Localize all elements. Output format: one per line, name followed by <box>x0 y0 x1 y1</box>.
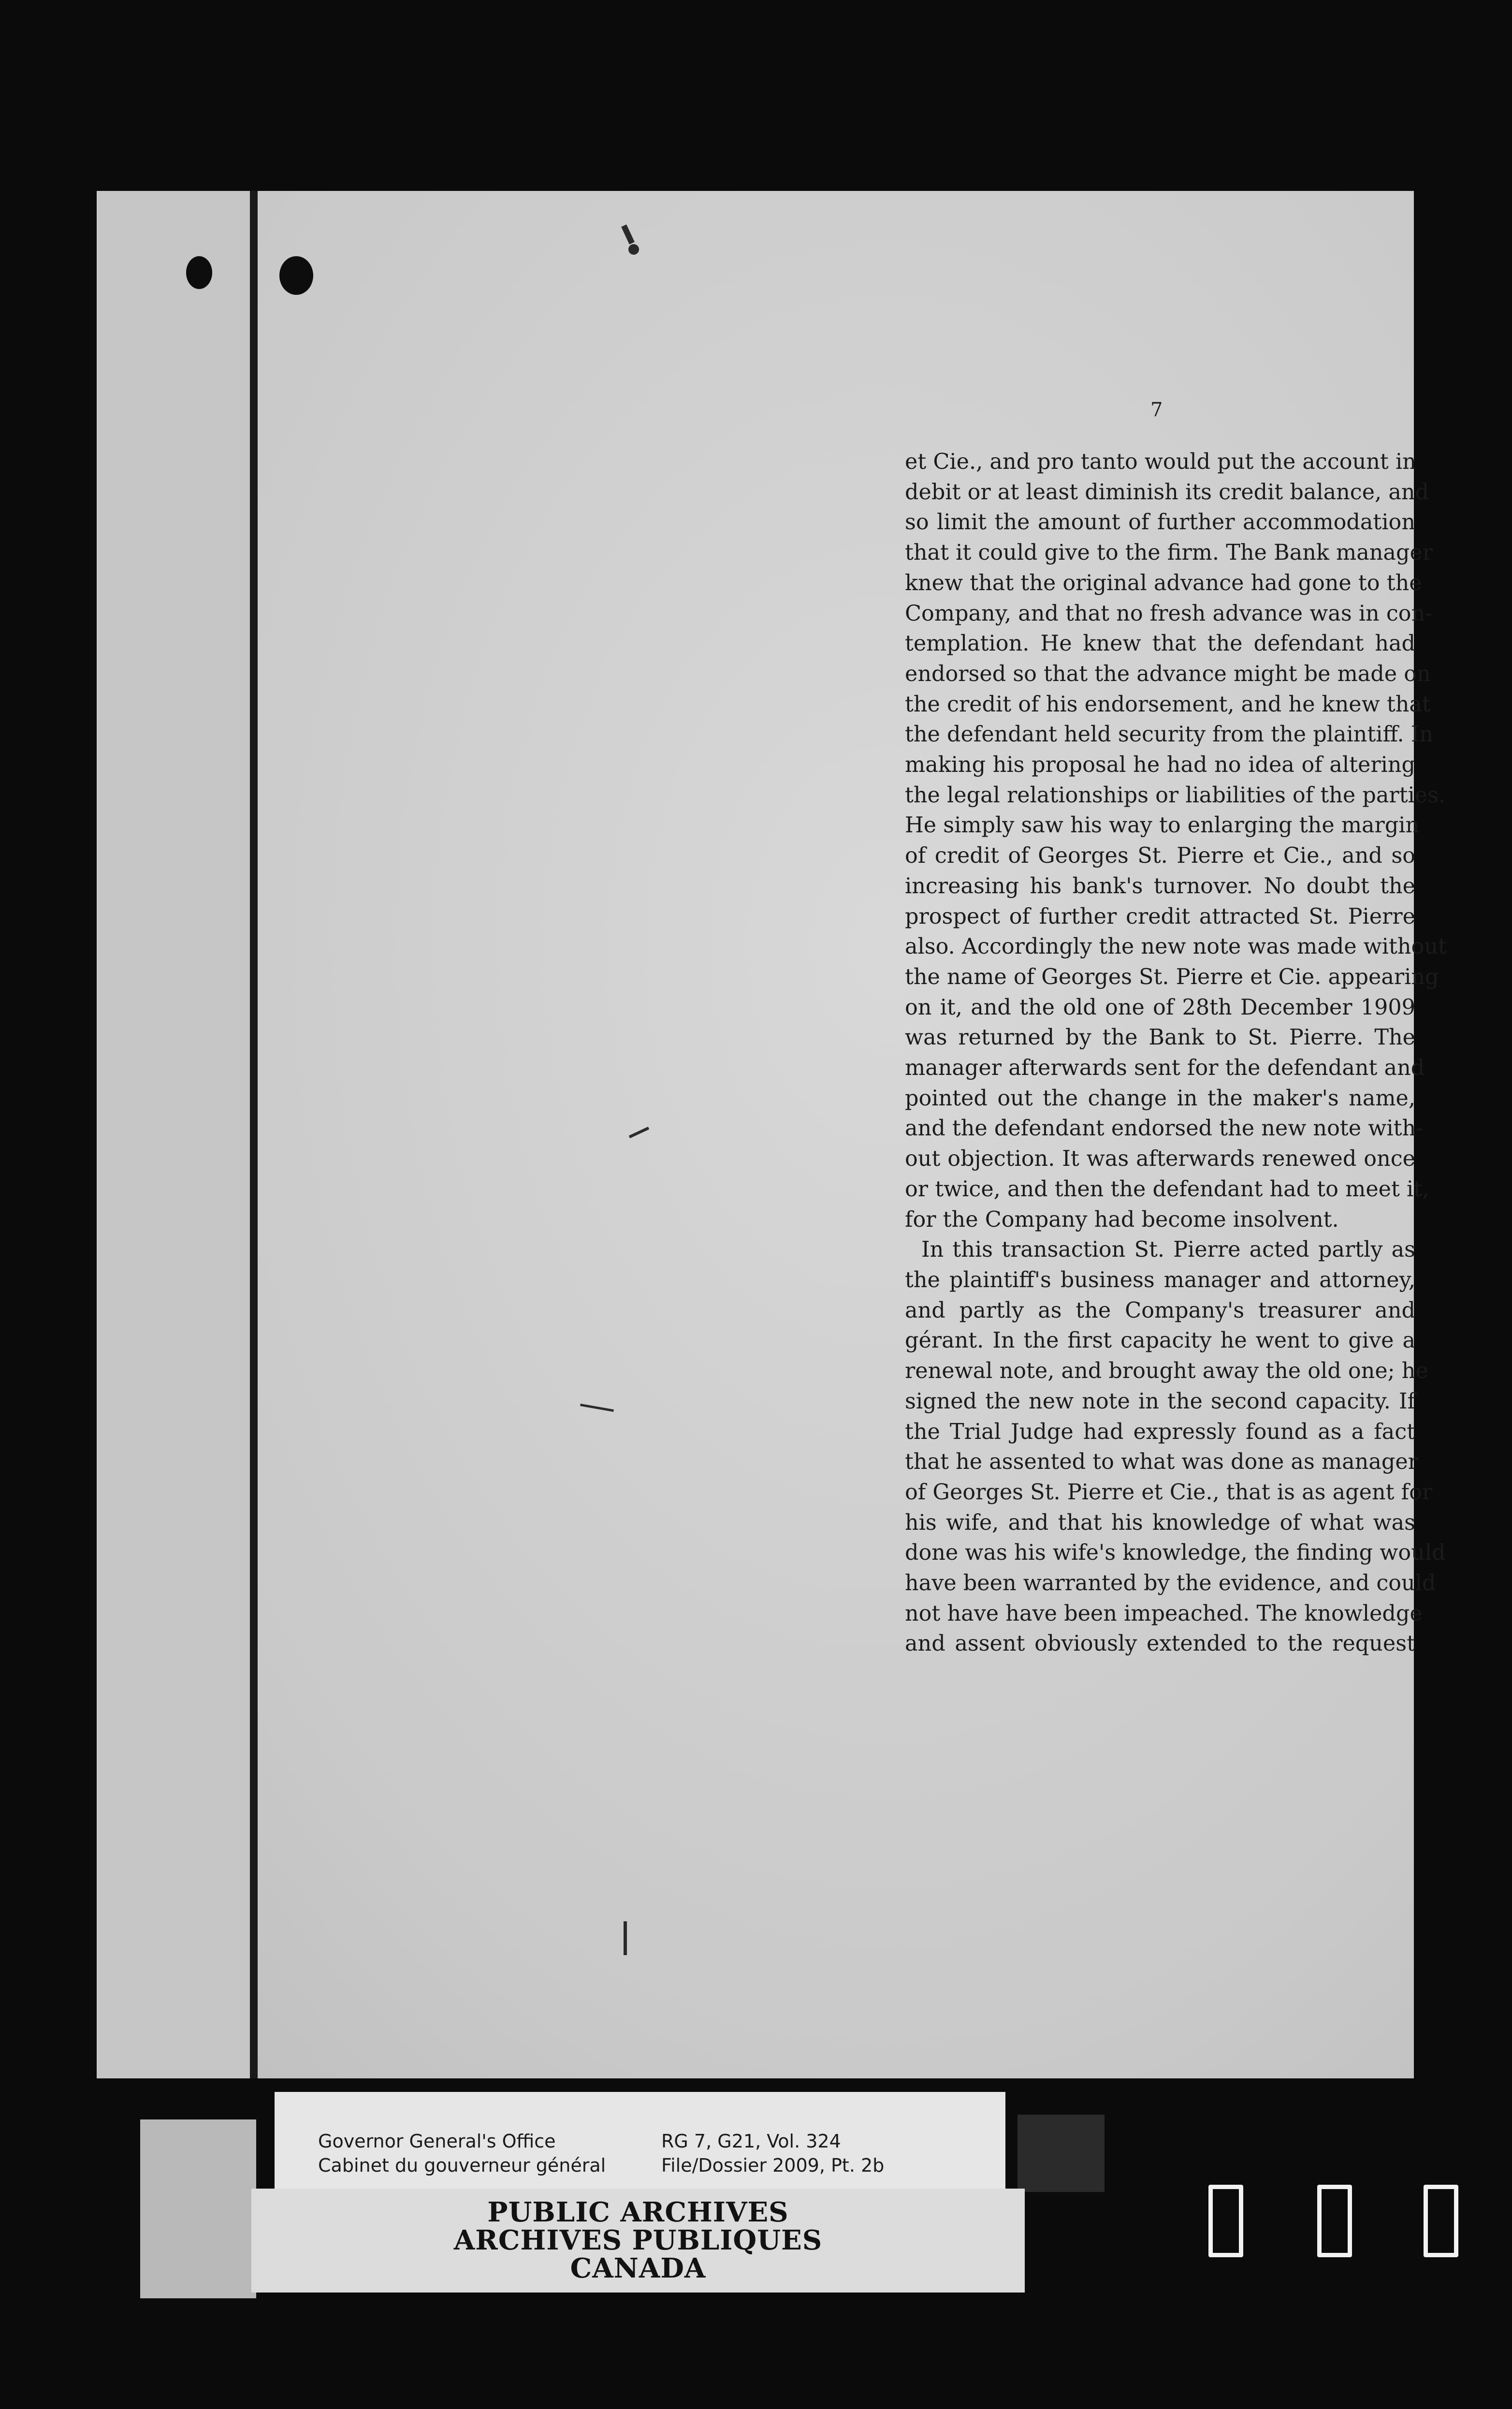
scan-mark <box>628 244 639 255</box>
text-line: pointed out the change in the maker's name, <box>905 1086 1415 1111</box>
text-line: the credit of his endorsement, and he knew that <box>905 692 1431 717</box>
office-name-english: Governor General's Office <box>318 2131 556 2152</box>
text-line: that he assented to what was done as manager <box>905 1450 1418 1475</box>
text-line: for the Company had become insolvent. <box>905 1207 1339 1232</box>
text-line: of Georges St. Pierre et Cie., that is as agent for <box>905 1480 1433 1505</box>
text-line: not have have been impeached. The knowledge <box>905 1601 1423 1626</box>
text-line: et Cie., and pro tanto would put the account in <box>905 450 1416 474</box>
text-line: out objection. It was afterwards renewed once <box>905 1146 1415 1172</box>
frame-counter-digit <box>1208 2185 1243 2257</box>
document-page <box>97 191 1447 2078</box>
text-line: increasing his bank's turnover. No doubt the <box>905 873 1415 899</box>
text-line: endorsed so that the advance might be made on <box>905 661 1431 686</box>
text-line: the Trial Judge had expressly found as a fact <box>905 1419 1415 1444</box>
body-text <box>905 447 1447 1659</box>
frame-counter-digit <box>1424 2185 1458 2257</box>
scan-mark <box>629 1127 649 1138</box>
film-edge-chip <box>1018 2115 1105 2192</box>
text-line: prospect of further credit attracted St. Pierre <box>905 904 1415 929</box>
text-line: that it could give to the firm. The Bank manager <box>905 540 1433 566</box>
text-line: gérant. In the first capacity he went to give a <box>905 1328 1415 1353</box>
office-name-french: Cabinet du gouverneur général <box>318 2155 606 2176</box>
page-margin-strip <box>97 191 250 2078</box>
text-line: also. Accordingly the new note was made without <box>905 934 1447 959</box>
archive-reference-label <box>275 2092 1005 2189</box>
text-line: He simply saw his way to enlarging the margin <box>905 813 1420 838</box>
scan-mark <box>580 1404 614 1412</box>
archive-stamp-line: ARCHIVES PUBLIQUES <box>453 2224 823 2256</box>
text-line: have been warranted by the evidence, and could <box>905 1571 1436 1596</box>
text-line: knew that the original advance had gone to the <box>905 570 1422 595</box>
text-line: and partly as the Company's treasurer and <box>905 1298 1415 1323</box>
film-edge-chip <box>140 2119 256 2298</box>
text-line: done was his wife's knowledge, the finding would <box>905 1540 1446 1566</box>
text-line: on it, and the old one of 28th December 1909 <box>905 995 1415 1020</box>
page-number: 7 <box>1150 399 1163 421</box>
text-line: his wife, and that his knowledge of what was <box>905 1510 1415 1535</box>
archive-stamp-line: CANADA <box>570 2252 706 2284</box>
text-line: templation. He knew that the defendant had <box>905 631 1415 656</box>
frame-counter-digit <box>1317 2185 1352 2257</box>
punch-hole-left <box>186 256 212 289</box>
text-line: was returned by the Bank to St. Pierre. The <box>905 1025 1415 1050</box>
frame-counter <box>1199 2185 1469 2262</box>
page-fold-line <box>250 191 258 2078</box>
text-line: manager afterwards sent for the defendant and <box>905 1056 1425 1081</box>
text-line: the defendant held security from the plaintiff. In <box>905 722 1434 747</box>
text-line: the plaintiff's business manager and attorney, <box>905 1267 1415 1292</box>
text-line: signed the new note in the second capacity. If <box>905 1389 1415 1414</box>
text-line: renewal note, and brought away the old one; he <box>905 1359 1428 1384</box>
text-line: Company, and that no fresh advance was in con- <box>905 601 1433 626</box>
file-reference: File/Dossier 2009, Pt. 2b <box>661 2155 885 2176</box>
text-line: debit or at least diminish its credit balance, and <box>905 479 1429 505</box>
text-line: making his proposal he had no idea of altering <box>905 753 1415 778</box>
text-line: the legal relationships or liabilities of the parties. <box>905 783 1446 808</box>
scan-mark <box>624 1921 627 1955</box>
text-line: In this transaction St. Pierre acted partly as <box>921 1237 1415 1263</box>
text-line: or twice, and then the defendant had to meet it, <box>905 1176 1429 1202</box>
text-line: the name of Georges St. Pierre et Cie. appearing <box>905 964 1439 989</box>
text-line: and assent obviously extended to the request <box>905 1631 1415 1656</box>
text-line: so limit the amount of further accommodation <box>905 510 1415 535</box>
text-line: of credit of Georges St. Pierre et Cie., and so <box>905 843 1415 869</box>
text-line: and the defendant endorsed the new note with- <box>905 1116 1424 1141</box>
archive-stamp-line: PUBLIC ARCHIVES <box>487 2196 789 2228</box>
scan-mark <box>621 224 635 244</box>
record-group-reference: RG 7, G21, Vol. 324 <box>661 2131 841 2152</box>
public-archives-stamp <box>251 2189 1025 2293</box>
punch-hole-right <box>279 256 313 295</box>
